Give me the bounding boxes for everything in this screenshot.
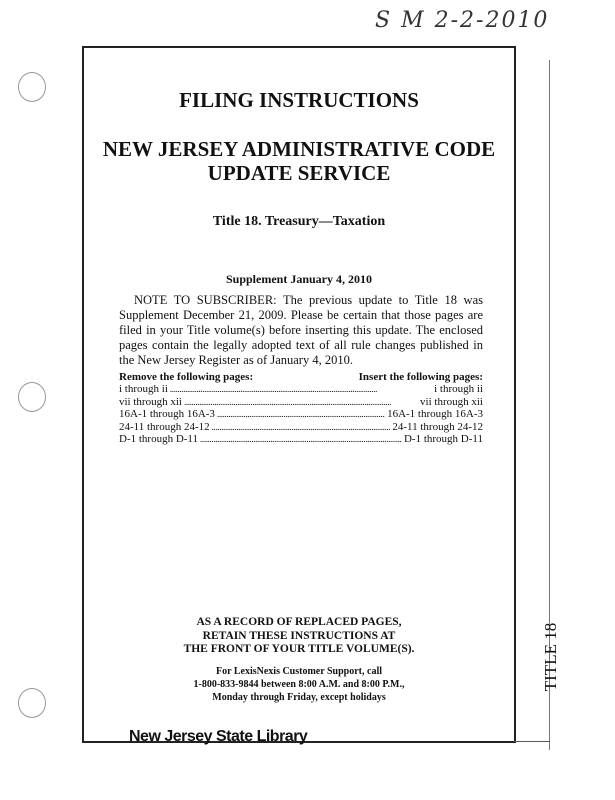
page-row	[119, 421, 483, 434]
code-title-heading	[84, 137, 514, 185]
remove-pages: 24-11 through 24-12	[119, 420, 210, 433]
record-line1: AS A RECORD OF REPLACED PAGES,	[196, 616, 402, 628]
page-table-header	[119, 371, 483, 383]
library-stamp: New Jersey State Library	[129, 728, 308, 745]
support-line3: Monday through Friday, except holidays	[212, 692, 386, 703]
insert-pages: 16A-1 through 16A-3	[387, 408, 483, 420]
customer-support-info	[84, 665, 514, 704]
side-tab-title: TITLE 18	[541, 622, 560, 692]
remove-pages: vii through xii	[119, 395, 182, 408]
remove-pages: 16A-1 through 16A-3	[119, 408, 215, 420]
filing-instructions-heading: FILING INSTRUCTIONS	[179, 88, 419, 112]
binder-hole-bottom	[18, 688, 46, 718]
leader-dots	[212, 421, 391, 434]
insert-pages: i through ii	[434, 383, 483, 395]
record-line2: RETAIN THESE INSTRUCTIONS AT	[202, 629, 396, 642]
support-line1: For LexisNexis Customer Support, call	[215, 666, 382, 677]
insert-pages: D-1 through D-11	[403, 433, 483, 445]
note-to-subscriber: NOTE TO SUBSCRIBER: The previous update to Title 18 was Supplement December 21, 2009. Please be certain that those pages are filed in your Title volume(s) before inserting this update. The enclosed pages contain the legally adopted text of all rule changes published in the New Jersey Register as of January 4, 2010.	[119, 293, 483, 367]
record-line3: THE FRONT OF YOUR TITLE VOLUME(S).	[183, 643, 415, 655]
leader-dots	[184, 396, 418, 409]
page-row	[119, 408, 483, 421]
remove-pages: i through ii	[119, 383, 168, 395]
supplement-date: Supplement January 4, 2010	[225, 272, 373, 286]
remove-header: Remove the following pages:	[119, 371, 254, 383]
handwritten-annotation: S M 2-2-2010	[375, 8, 550, 33]
tab-bottom-line	[514, 741, 550, 742]
title-name: Title 18. Treasury—Taxation	[212, 214, 386, 229]
leader-dots	[200, 433, 402, 446]
page-row	[119, 396, 483, 409]
record-notice	[84, 616, 514, 657]
page-row	[119, 433, 483, 446]
binder-hole-top	[18, 72, 46, 102]
page-border-right	[514, 46, 516, 742]
code-title-line2: UPDATE SERVICE	[207, 161, 391, 185]
insert-header: Insert the following pages:	[358, 371, 483, 383]
leader-dots	[170, 383, 432, 396]
remove-pages: D-1 through D-11	[119, 433, 199, 445]
insert-pages: vii through xii	[420, 395, 483, 408]
support-line2: 1-800-833-9844 between 8:00 A.M. and 8:00 P.M.,	[193, 679, 405, 690]
page-row	[119, 383, 483, 396]
page-border-top	[82, 46, 516, 48]
leader-dots	[217, 408, 385, 421]
code-title-line1: NEW JERSEY ADMINISTRATIVE CODE	[102, 137, 496, 161]
page-replacement-table	[119, 371, 483, 446]
binder-hole-middle	[18, 382, 46, 412]
insert-pages: 24-11 through 24-12	[392, 420, 483, 433]
